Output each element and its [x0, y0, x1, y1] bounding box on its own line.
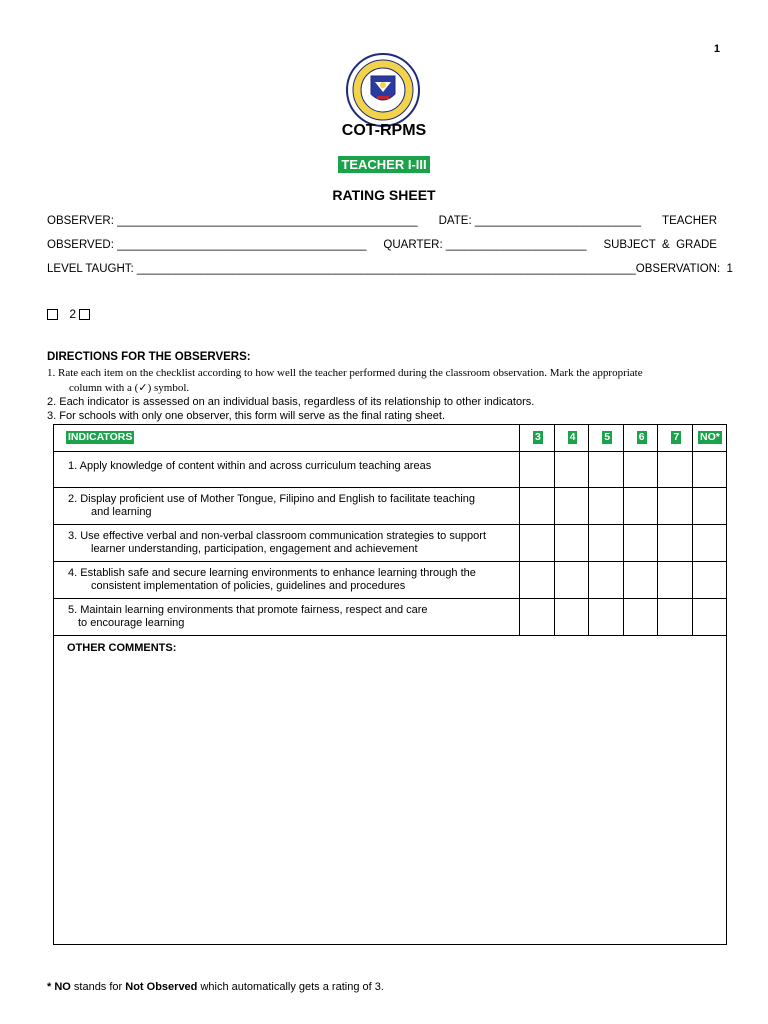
indicator-4-text: 4. Establish safe and secure learning environments to enhance learning through the consistent implementation of policies, guidelines and procedures [68, 567, 476, 592]
direction-item-1 [47, 366, 707, 396]
score-cell[interactable] [555, 562, 590, 598]
score-cell[interactable] [555, 488, 590, 524]
score-header-4: 4 [569, 431, 576, 443]
table-header-row [54, 425, 726, 452]
direction-item-2: 2. Each indicator is assessed on an individual basis, regardless of its relationship to other indicators. [47, 396, 535, 408]
sheet-title: RATING SHEET [332, 187, 436, 203]
score-cell[interactable] [520, 452, 555, 487]
score-cell[interactable] [693, 452, 726, 487]
score-cell[interactable] [693, 562, 726, 598]
subject-grade-label: SUBJECT & GRADE [603, 239, 717, 251]
table-row [54, 562, 726, 599]
score-cell[interactable] [589, 525, 624, 561]
table-row [54, 525, 726, 562]
score-cell[interactable] [520, 488, 555, 524]
checkbox-observation-1[interactable] [47, 309, 58, 320]
score-cell[interactable] [693, 525, 726, 561]
table-row [54, 599, 726, 636]
score-cell[interactable] [589, 488, 624, 524]
indicators-header: INDICATORS [68, 431, 133, 443]
score-header-6: 6 [638, 431, 645, 443]
indicators-table [53, 424, 727, 945]
observer-field: OBSERVER: _______________________________________________ [47, 215, 418, 227]
teacher-label: TEACHER [662, 215, 717, 227]
level-taught-field: LEVEL TAUGHT: ______________________________________________________________________________ [47, 263, 636, 275]
score-cell[interactable] [624, 599, 659, 635]
form-line-observed [47, 239, 717, 251]
footnote-no: NO [54, 981, 71, 993]
score-cell[interactable] [658, 452, 693, 487]
score-cell[interactable] [520, 525, 555, 561]
table-row [54, 488, 726, 525]
indicator-5-text: 5. Maintain learning environments that promote fairness, respect and care to encourage learning [68, 604, 428, 629]
score-cell[interactable] [624, 525, 659, 561]
directions-heading: DIRECTIONS FOR THE OBSERVERS: [47, 351, 251, 363]
score-cell[interactable] [589, 599, 624, 635]
footnote: * NO stands for Not Observed which automatically gets a rating of 3. [47, 981, 384, 993]
observation-label: OBSERVATION: 1 [635, 263, 733, 275]
score-header-7: 7 [673, 431, 680, 443]
observation-option-2-label: 2 [69, 307, 77, 321]
other-comments-label: OTHER COMMENTS: [67, 642, 177, 654]
score-cell[interactable] [555, 525, 590, 561]
score-header-5: 5 [604, 431, 611, 443]
score-cell[interactable] [589, 452, 624, 487]
score-cell[interactable] [693, 488, 726, 524]
date-field: DATE: __________________________ [438, 215, 642, 227]
score-cell[interactable] [658, 525, 693, 561]
footnote-not-observed: Not Observed [125, 981, 198, 993]
score-cell[interactable] [624, 562, 659, 598]
direction-item-1-line2: column with a (✓) symbol. [69, 382, 190, 394]
score-header-no: NO* [700, 431, 720, 443]
indicator-3-text: 3. Use effective verbal and non-verbal classroom communication strategies to support learner understanding, participation, engagement and achievement [68, 530, 487, 555]
direction-item-1-line1: 1. Rate each item on the checklist according to how well the teacher performed during the classroom observation. Mark the appropriate [47, 367, 643, 379]
score-cell[interactable] [589, 562, 624, 598]
observation-options [47, 307, 90, 321]
observed-field: OBSERVED: _______________________________________ [47, 239, 367, 251]
score-header-3: 3 [535, 431, 541, 443]
score-cell[interactable] [624, 452, 659, 487]
page-title: COT-RPMS [341, 122, 427, 139]
score-cell[interactable] [658, 562, 693, 598]
deped-seal-icon [345, 52, 421, 128]
score-cell[interactable] [555, 599, 590, 635]
form-line-level [47, 263, 733, 275]
direction-item-3: 3. For schools with only one observer, this form will serve as the final rating sheet. [47, 410, 446, 422]
score-cell[interactable] [520, 562, 555, 598]
checkbox-observation-2[interactable] [79, 309, 90, 320]
page-subtitle: TEACHER I-III [338, 156, 429, 173]
score-cell[interactable] [520, 599, 555, 635]
indicator-1-text: 1. Apply knowledge of content within and across curriculum teaching areas [68, 460, 432, 472]
table-row [54, 452, 726, 488]
score-cell[interactable] [693, 599, 726, 635]
indicator-2-text: 2. Display proficient use of Mother Tongue, Filipino and English to facilitate teaching and learning [68, 493, 476, 518]
score-cell[interactable] [555, 452, 590, 487]
comments-area[interactable] [54, 636, 726, 944]
page-number: 1 [713, 43, 720, 55]
form-line-observer [47, 215, 717, 227]
score-cell[interactable] [658, 599, 693, 635]
score-cell[interactable] [624, 488, 659, 524]
quarter-field: QUARTER: ______________________ [383, 239, 587, 251]
score-cell[interactable] [658, 488, 693, 524]
